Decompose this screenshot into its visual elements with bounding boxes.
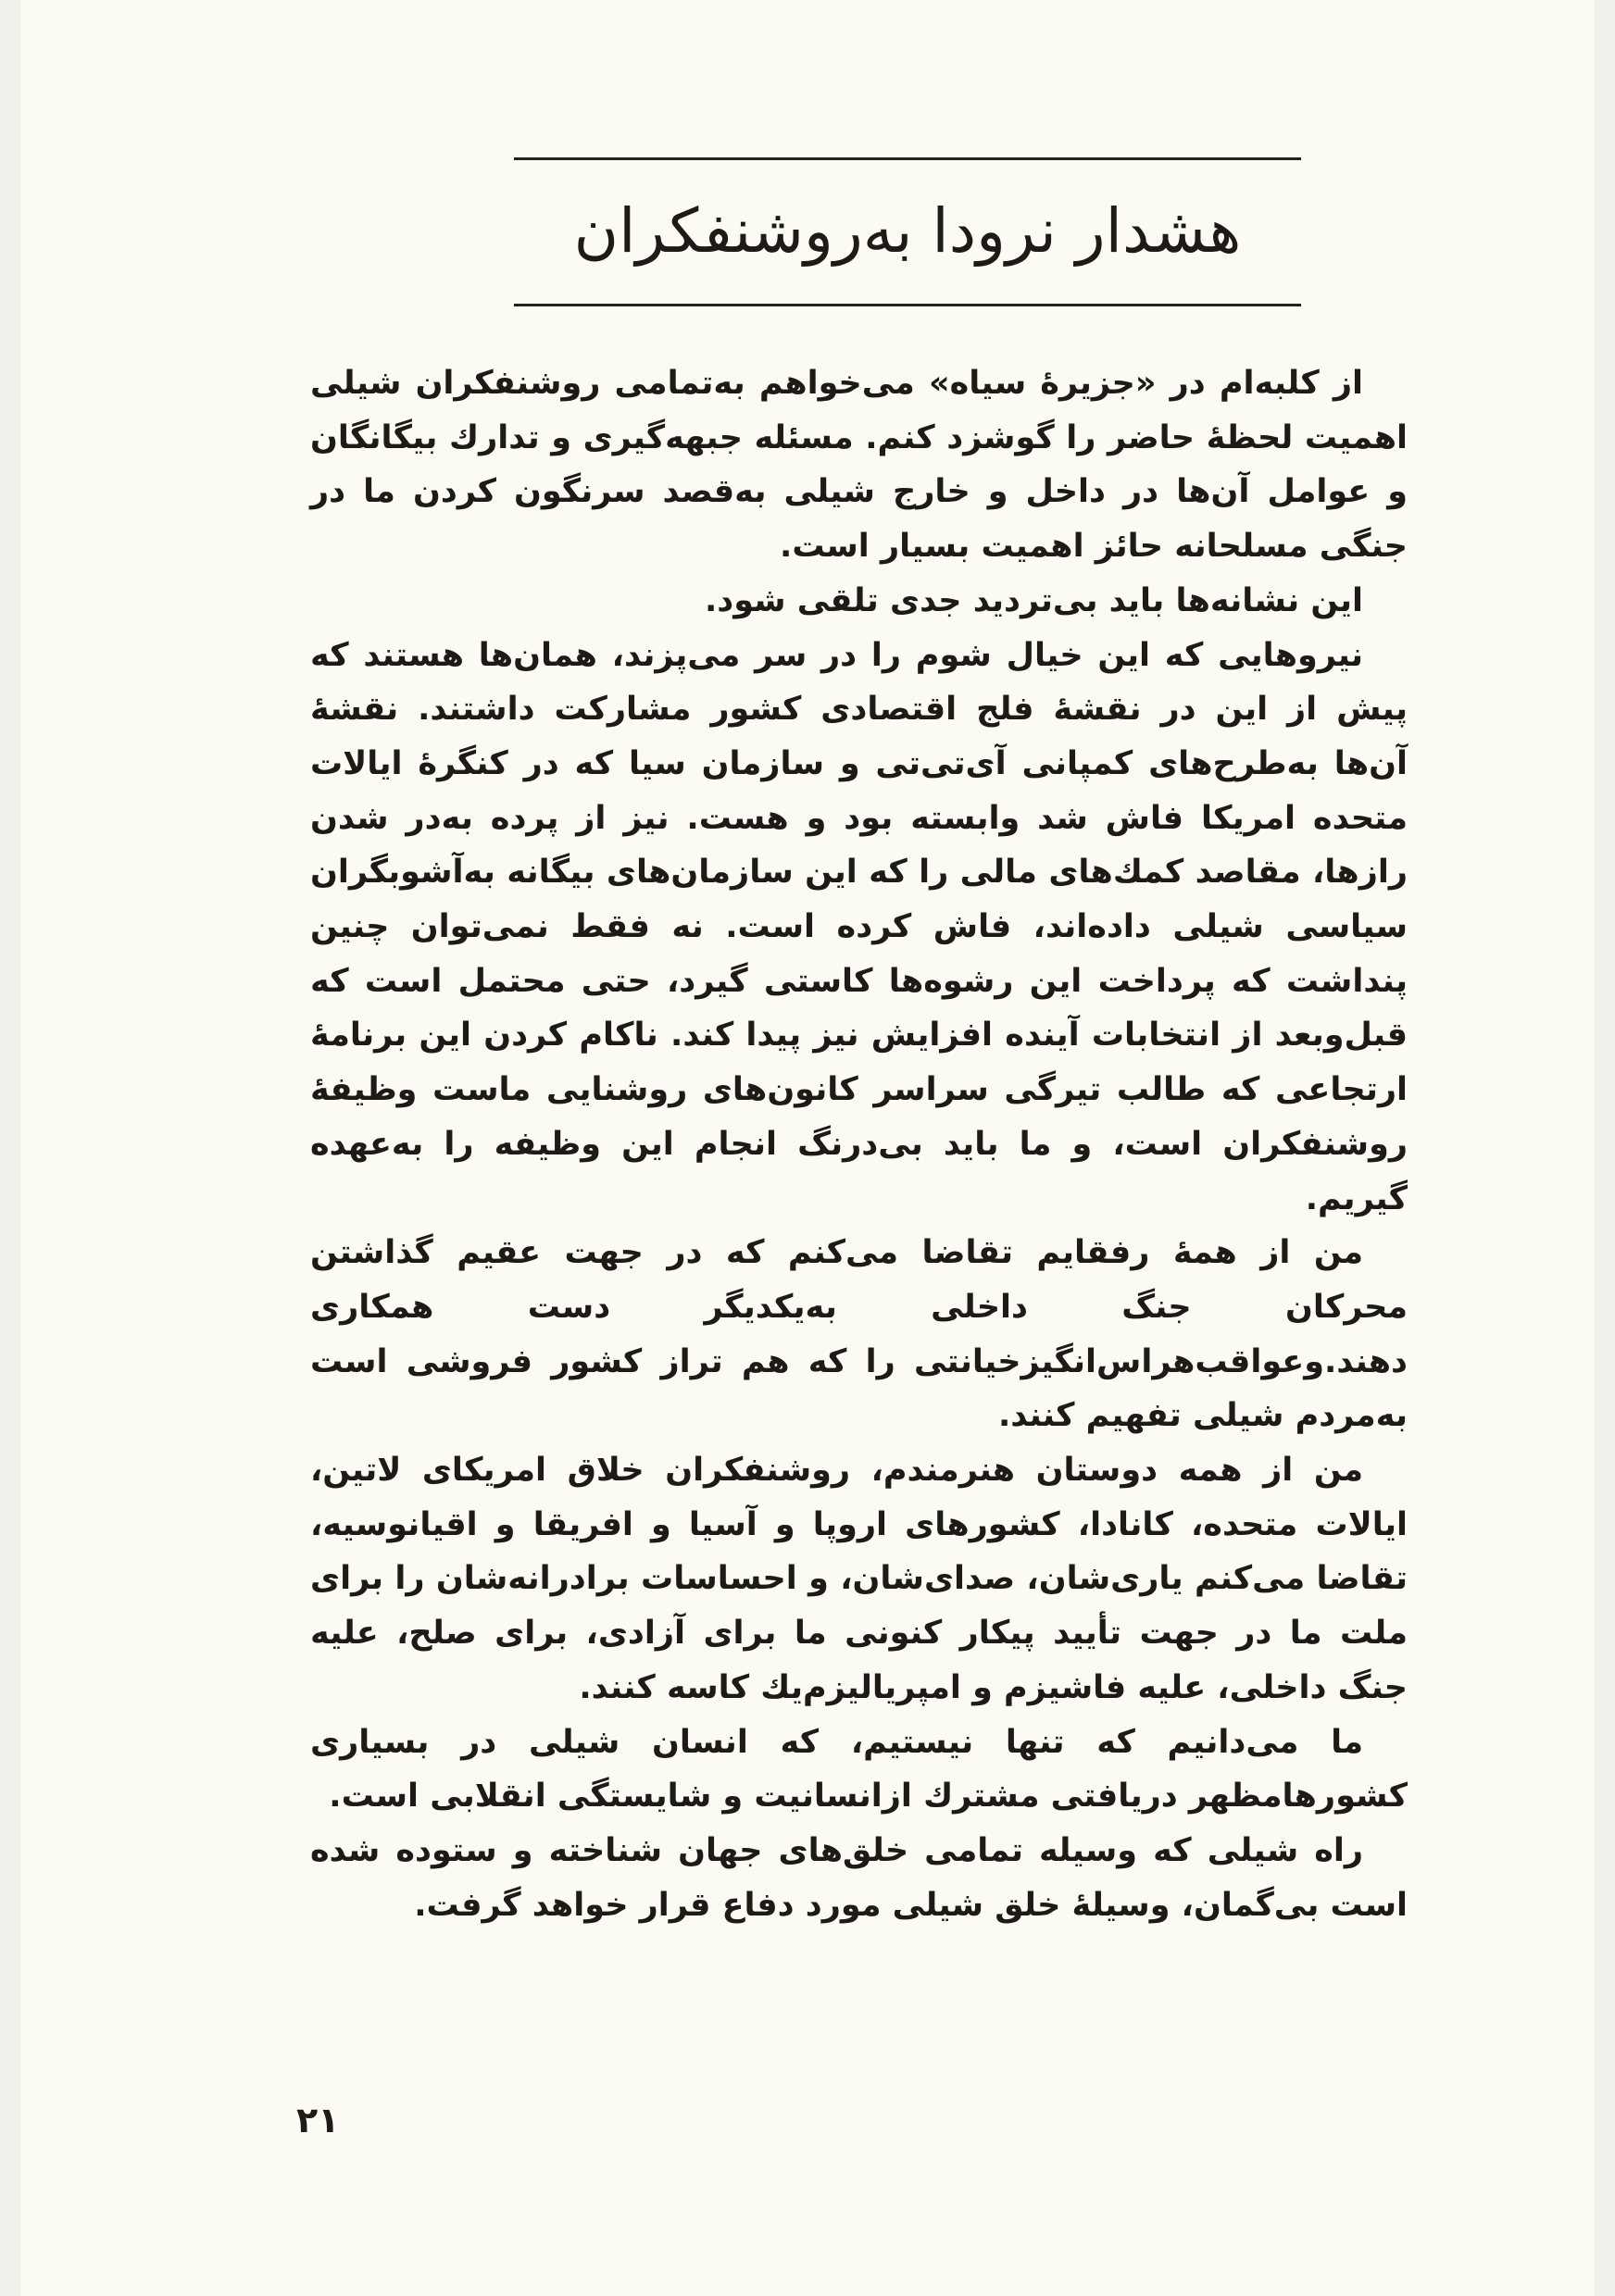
paragraph-1: از کلبه‌ام در «جزیرهٔ سیاه» می‌خواهم به‌تمامی روشنفکران شیلی اهمیت لحظهٔ حاضر را گوشزد کنم. مسئله جبهه‌گیری و تدارك بیگانگان و عوامل آن‌ها در داخل و خارج شیلی به‌قصد سرنگون کردن ما در جنگی مسلحانه حائز اهمیت بسیار است. <box>310 365 1408 566</box>
title-rule-bottom <box>514 304 1301 306</box>
paragraph-4: من از همهٔ رفقایم تقاضا می‌کنم که در جهت عقیم گذاشتن محرکان جنگ داخلی به‌یکدیگر دست همکاری دهند.وعواقب‌هراس‌انگیزخیانتی را که هم تراز کشور فروشی است به‌مردم شیلی تفهیم کنند. <box>310 1234 1408 1435</box>
page-title: هشدار نرودا به‌روشنفکران <box>573 195 1242 267</box>
page-edge-right <box>1595 0 1615 2296</box>
paragraph-7: راه شیلی که وسیله تمامی خلق‌های جهان شناخته و ستوده شده است بی‌گمان، وسیلهٔ خلق شیلی مورد دفاع قرار خواهد گرفت. <box>310 1831 1408 1924</box>
title-rule-top <box>514 157 1301 160</box>
page-number: ۲۱ <box>296 2100 340 2140</box>
paragraph-2: این نشانه‌ها باید بی‌تردید جدی تلقی شود. <box>704 581 1363 619</box>
article-body <box>310 356 1408 1932</box>
paragraph-5: من از همه دوستان هنرمندم، روشنفکران خلاق امریکای لاتین، ایالات متحده، کانادا، کشورهای اروپا و آسیا و افریقا و اقیانوسیه، تقاضا می‌کنم یاری‌شان، صدای‌شان، و احساسات برادرانه‌شان را برای ملت ما در جهت تأیید پیکار کنونی ما برای آزادی، برای صلح، علیه جنگ داخلی، علیه فاشیزم و امپریالیزم‌یك کاسه کنند. <box>310 1452 1408 1706</box>
paragraph-6: ما می‌دانیم که تنها نیستیم، که انسان شیلی در بسیاری کشورهامظهر دریافتی مشترك ازانسانیت و شایستگی انقلابی است. <box>310 1723 1408 1816</box>
paragraph-3: نیروهایی که این خیال شوم را در سر می‌پزند، همان‌ها هستند که پیش از این در نقشهٔ فلج اقتصادی کشور مشارکت داشتند. نقشهٔ آن‌ها به‌طرح‌های کمپانی آی‌تی‌تی و سازمان سیا که در کنگرهٔ ایالات متحده امریکا فاش شد وابسته بود و هست. نیز از پرده به‌در شدن رازها، مقاصد کمك‌های مالی را که این سازمان‌های بیگانه به‌آشوبگران سیاسی شیلی داده‌اند، فاش کرده است. نه فقط نمی‌توان چنین پنداشت که پرداخت این رشوه‌ها کا‌ستی گیرد، حتی محتمل است که قبل‌وبعد از انتخابات آینده افزایش نیز پیدا کند. ناکام کردن این برنامهٔ ارتجاعی که طالب تیرگی سراسر کانون‌های روشنایی ماست وظیفهٔ روشنفکران است، و ما باید بی‌درنگ انجام این وظیفه را به‌عهده گیریم. <box>310 636 1408 1217</box>
page-edge-left <box>0 0 20 2296</box>
